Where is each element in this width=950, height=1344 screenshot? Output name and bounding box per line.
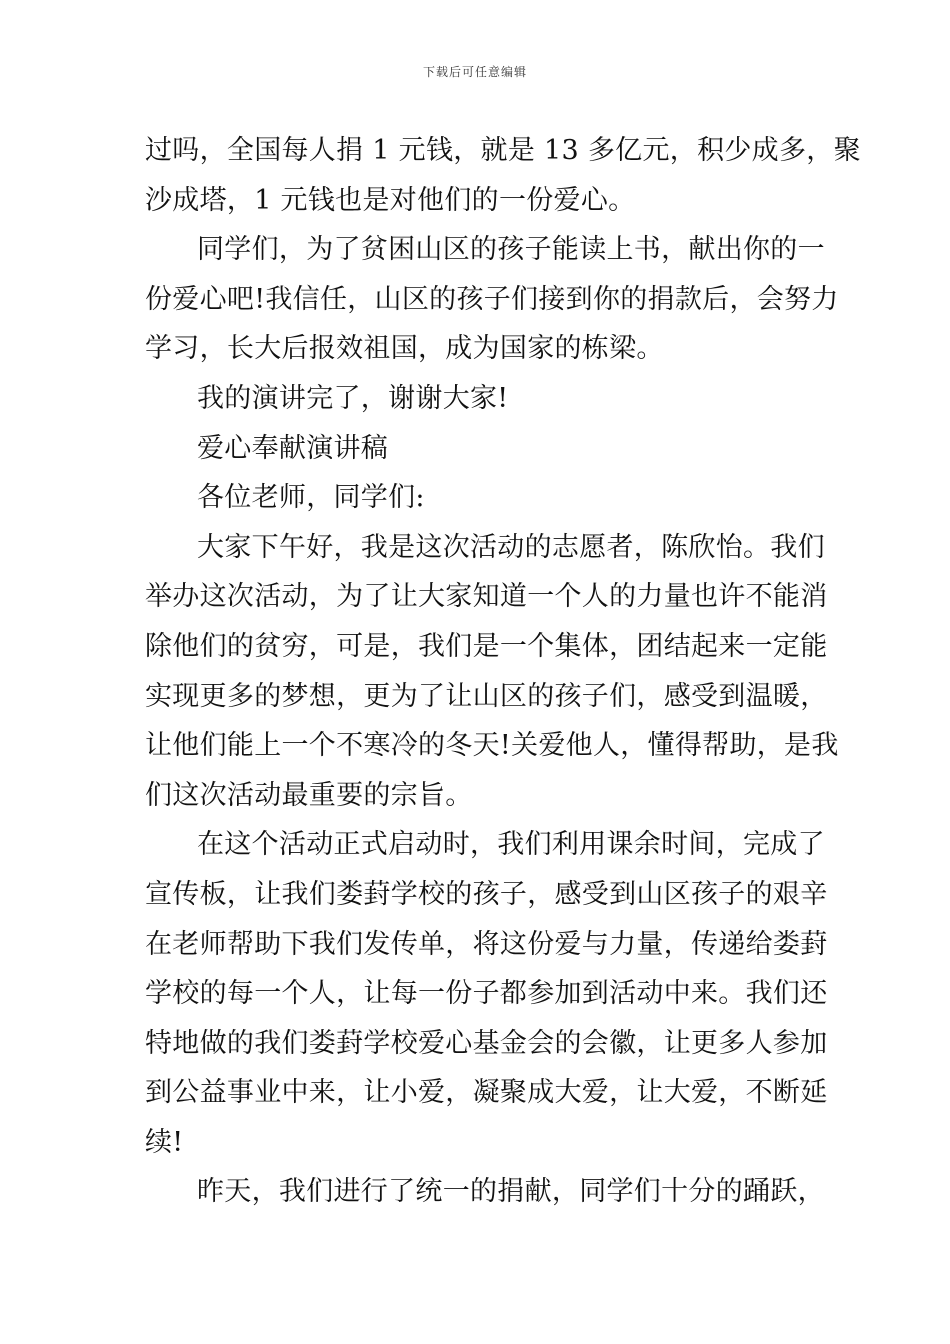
text-line: 过吗，全国每人捐 1 元钱，就是 13 多亿元，积少成多，聚 (145, 135, 861, 166)
text-line: 在老师帮助下我们发传单，将这份爱与力量，传递给娄葑 (145, 928, 828, 960)
text-line: 学习，长大后报效祖国，成为国家的栋梁。 (145, 333, 664, 365)
text-line: 到公益事业中来，让小爱，凝聚成大爱，让大爱，不断延 (145, 1077, 828, 1109)
paragraph-start-line: 我的演讲完了，谢谢大家! (197, 382, 509, 414)
text-line: 特地做的我们娄葑学校爱心基金会的会徽，让更多人参加 (145, 1027, 828, 1059)
paragraph-start-line: 在这个活动正式启动时，我们利用课余时间，完成了 (197, 829, 825, 861)
text-line: 让他们能上一个不寒冷的冬天!关爱他人，懂得帮助，是我 (145, 730, 839, 762)
text-line: 学校的每一个人，让每一份子都参加到活动中来。我们还 (145, 978, 828, 1010)
text-line: 沙成塔，1 元钱也是对他们的一份爱心。 (145, 184, 636, 216)
paragraph-start-line: 昨天，我们进行了统一的捐献，同学们十分的踊跃， (197, 1176, 825, 1208)
text-line: 除他们的贫穷，可是，我们是一个集体，团结起来一定能 (145, 630, 828, 662)
text-line: 份爱心吧!我信任，山区的孩子们接到你的捐款后，会努力 (145, 283, 839, 315)
salutation: 各位老师，同学们: (197, 482, 425, 514)
text-line: 举办这次活动，为了让大家知道一个人的力量也许不能消 (145, 581, 828, 613)
text-line: 们这次活动最重要的宗旨。 (145, 779, 473, 811)
body-text (145, 126, 861, 1217)
text-line: 续! (145, 1126, 184, 1158)
paragraph-start-line: 同学们，为了贫困山区的孩子能读上书，献出你的一 (197, 234, 825, 266)
section-title: 爱心奉献演讲稿 (197, 432, 389, 464)
text-line: 实现更多的梦想，更为了让山区的孩子们，感受到温暖， (145, 680, 828, 712)
page-header: 下载后可任意编辑 (422, 65, 527, 79)
text-line: 宣传板，让我们娄葑学校的孩子，感受到山区孩子的艰辛 (145, 878, 828, 910)
paragraph-start-line: 大家下午好，我是这次活动的志愿者，陈欣怡。我们 (197, 531, 825, 563)
